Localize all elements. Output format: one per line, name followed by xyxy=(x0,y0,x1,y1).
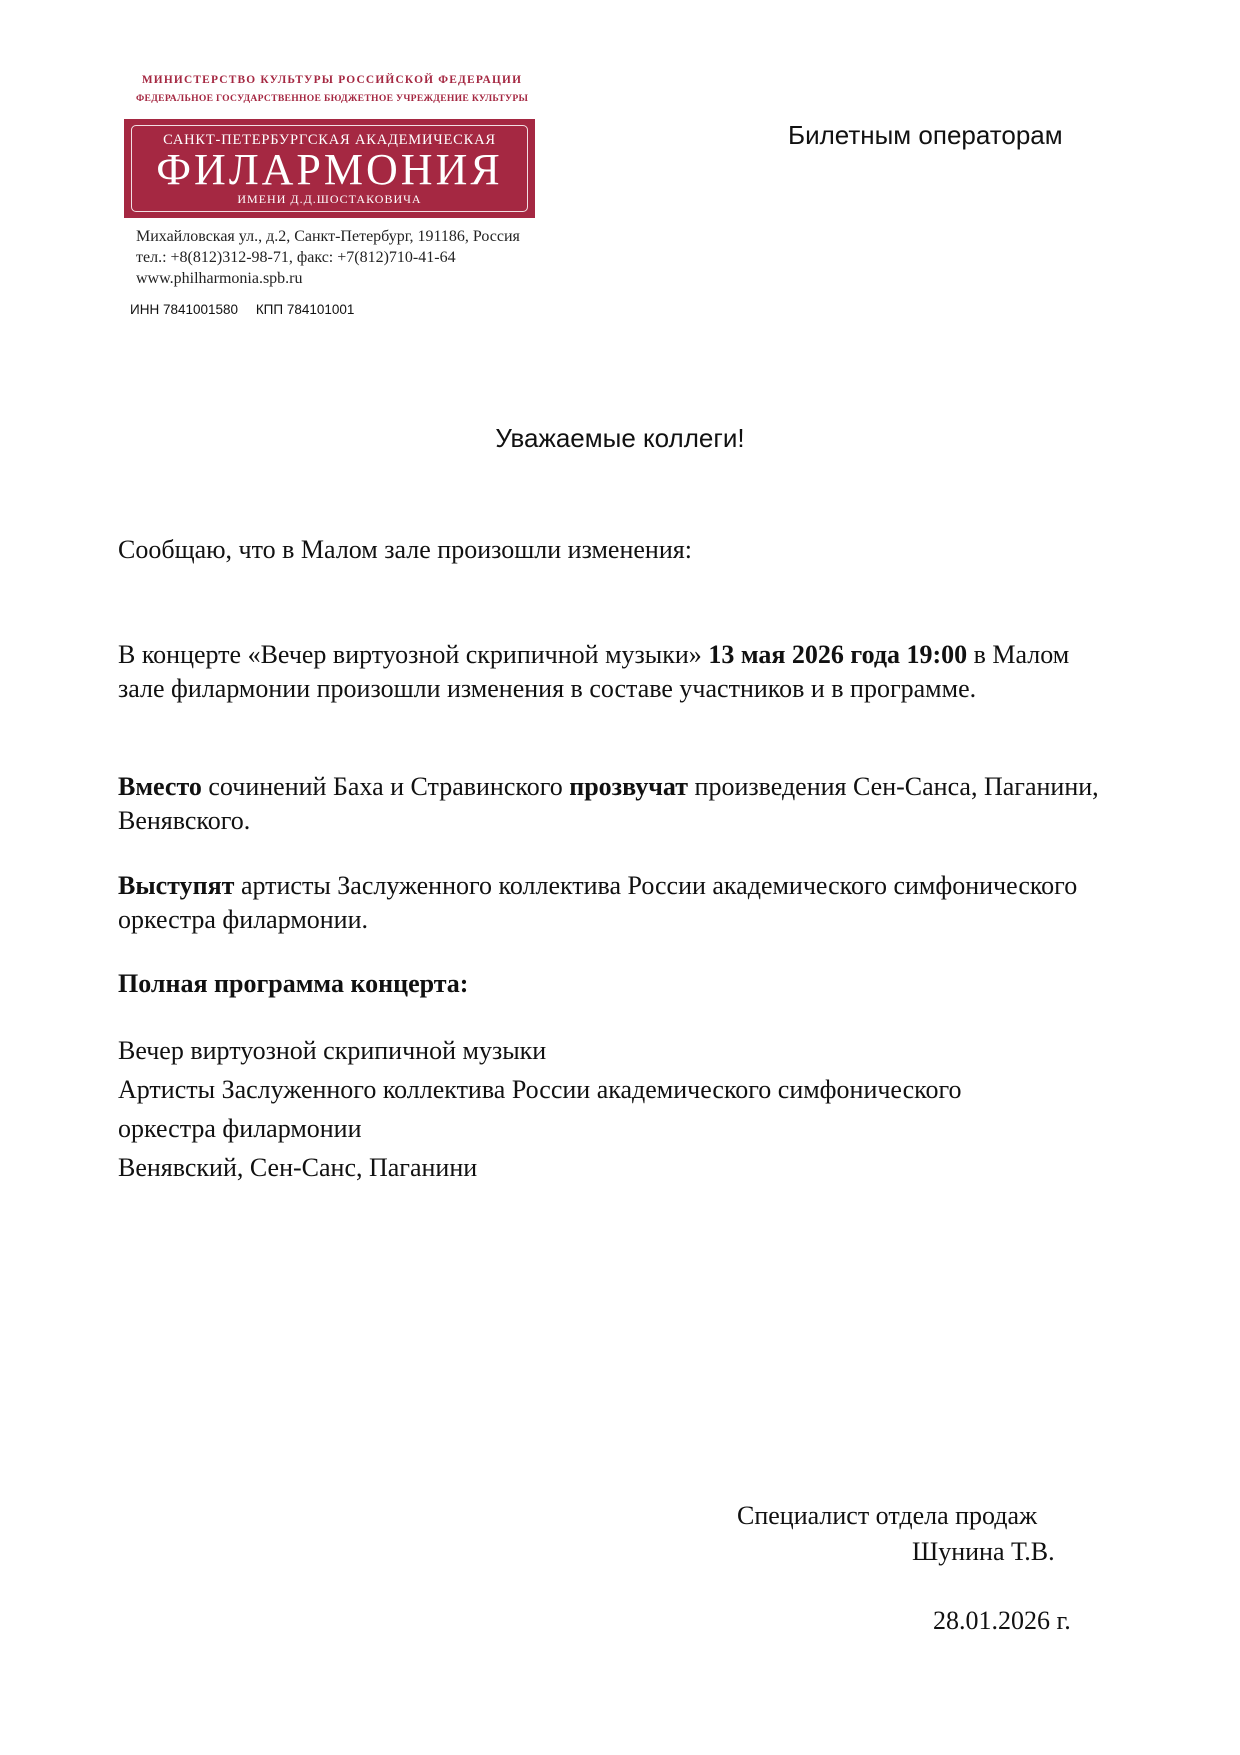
document-date: 28.01.2026 г. xyxy=(933,1606,1071,1635)
kpp: КПП 784101001 xyxy=(255,302,355,317)
program-line-3: оркестра филармонии xyxy=(118,1114,362,1143)
inn-kpp xyxy=(130,302,368,317)
paragraph-3 xyxy=(118,869,1118,937)
paragraph-2-bold-2: прозвучат xyxy=(569,772,689,801)
paragraph-1-before: В концерте «Вечер виртуозной скрипичной музыки» xyxy=(118,640,709,669)
program-line-2: Артисты Заслуженного коллектива России академического симфонического xyxy=(118,1075,962,1104)
logo-line2: ФИЛАРМОНИЯ xyxy=(156,145,503,194)
logo-line1: САНКТ-ПЕТЕРБУРГСКАЯ АКАДЕМИЧЕСКАЯ xyxy=(163,132,496,148)
program-heading xyxy=(118,967,1118,1001)
signature-role: Специалист отдела продаж xyxy=(737,1501,1038,1530)
paragraph-3-text: артисты Заслуженного коллектива России академического симфонического оркестра филармонии. xyxy=(118,871,1078,934)
address: Михайловская ул., д.2, Санкт-Петербург, 191186, Россия xyxy=(136,228,520,245)
website: www.philharmonia.spb.ru xyxy=(136,270,303,287)
logo-line3: ИМЕНИ Д.Д.ШОСТАКОВИЧА xyxy=(237,192,422,206)
intro: Сообщаю, что в Малом зале произошли изменения: xyxy=(118,535,692,564)
paragraph-1-after: в Малом зале филармонии произошли изменения в составе участников и в программе. xyxy=(118,640,1070,703)
paragraph-2-text-2: произведения Сен-Санса, Паганини, Венявского. xyxy=(118,772,1099,835)
philharmonia-logo xyxy=(124,119,535,218)
program-heading-text: Полная программа концерта: xyxy=(118,969,469,998)
greeting: Уважаемые коллеги! xyxy=(495,423,745,453)
concert-date: 13 мая 2026 года 19:00 xyxy=(708,640,968,669)
paragraph-1 xyxy=(118,638,1118,706)
paragraph-2-text-1: сочинений Баха и Стравинского xyxy=(201,772,570,801)
program-line-4: Венявский, Сен-Санс, Паганини xyxy=(118,1153,478,1182)
phones: тел.: +8(812)312-98-71, факс: +7(812)710-41-64 xyxy=(136,249,456,266)
ministry-line: МИНИСТЕРСТВО КУЛЬТУРЫ РОССИЙСКОЙ ФЕДЕРАЦИИ xyxy=(141,74,523,86)
inn: ИНН 7841001580 xyxy=(130,302,239,317)
recipient: Билетным операторам xyxy=(788,120,1063,150)
institution-line: ФЕДЕРАЛЬНОЕ ГОСУДАРСТВЕННОЕ БЮДЖЕТНОЕ УЧРЕЖДЕНИЕ КУЛЬТУРЫ xyxy=(136,93,529,104)
signature-name: Шунина Т.В. xyxy=(912,1537,1055,1566)
paragraph-2 xyxy=(118,770,1118,838)
program-line-1: Вечер виртуозной скрипичной музыки xyxy=(118,1036,547,1065)
paragraph-3-bold: Выступят xyxy=(118,871,235,900)
paragraph-2-bold-1: Вместо xyxy=(118,772,202,801)
